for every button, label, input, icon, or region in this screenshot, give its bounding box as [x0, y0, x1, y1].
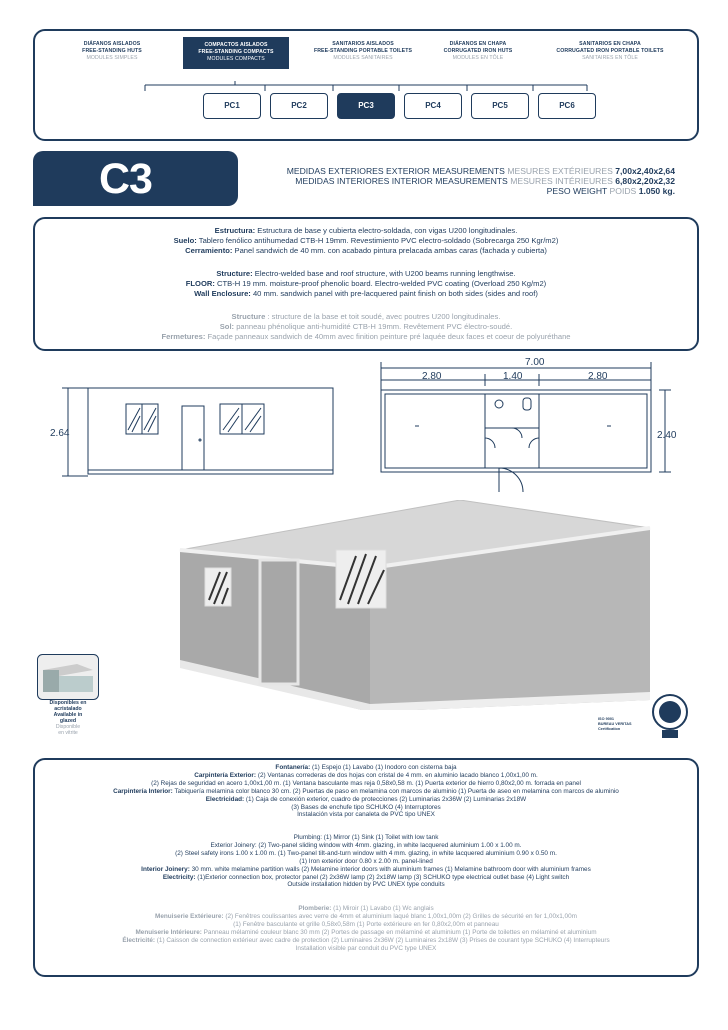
- tab-pc3[interactable]: PC3: [337, 93, 395, 119]
- spec-es-1: Estructura: Estructura de base y cubierta electro-soldada, con vigas U200 longitudinales.: [214, 226, 518, 235]
- spec-es-2: Suelo: Tablero fenólico antihumedad CTB-H 19mm. Revestimiento PVC electro-soldado (Sobrecarga 250 Kgr/m2): [173, 236, 559, 245]
- photo-window-left: [205, 568, 231, 606]
- equipment-line-value: (1) Caisson de connection extérieur avec cadre de protection (2) Luminaires 2x36W (2) Luminaires 2x18W (3) Prises de courant type SCHUKO (4) Interrupteurs: [155, 936, 610, 944]
- iso-certification: ISO 9001 BUREAU VERITAS Certification: [598, 717, 632, 731]
- spec-fr-1: Structure : structure de la base et toit soudé, avec poutres U200 longitudinales.: [231, 312, 501, 321]
- equipment-line-value: (1) Fenêtre basculante et grille 0,58x0,58m (1) Porte extérieure en fer 0,80x2,00m et panneau: [233, 920, 499, 928]
- tab-pc5[interactable]: PC5: [471, 93, 529, 119]
- equipment-line: [35, 788, 697, 796]
- equipment-line-value: Plumbing: (1) Mirror (1) Sink (1) Toilet with low tank: [293, 834, 439, 841]
- spec-en-3: Wall Enclosure: 40 mm. sandwich panel with pre-lacquered paint finish on both sides (sides and roof): [194, 289, 538, 298]
- equipment-line-value: (2) Fenêtres coulissantes avec verre de 4mm et aluminium laqué blanc 1,00x1,00m (2) Grilles de sécurité en fer 1,00x1,00m: [223, 912, 577, 920]
- spec-en-1: Structure: Electro-welded base and roof structure, with U200 beams running lengthwise.: [216, 269, 516, 278]
- equipment-line: [35, 764, 697, 772]
- equipment-line-value: Tabiquería melamina color blanco 30 cm. (2) Puertas de paso en melamina con marcos de aluminio (1) Puerta de aseo en melamina con marcos de aluminio: [172, 787, 619, 795]
- equipment-line-value: (2) Ventanas correderas de dos hojas con cristal de 4 mm. en aluminio lacado blanco 1,00x1,00 m.: [256, 771, 538, 779]
- photo-window-right: [336, 550, 386, 608]
- equipment-line-value: Installation visible par conduit du PVC type UNEX: [295, 944, 437, 952]
- equipment-line-key: Interior Joinery:: [141, 865, 190, 873]
- segment-3-label: 2.80: [588, 371, 608, 382]
- segment-2-label: 1.40: [503, 371, 523, 382]
- segment-1-label: 2.80: [422, 371, 442, 382]
- equipment-line-key: Menuiserie Extérieure:: [155, 912, 224, 920]
- equipment-line-value: 30 mm. white melamine partition walls (2) Melamine interior doors with aluminium frames (1) Melamine bathroom door with aluminium frames: [189, 865, 591, 873]
- equipment-line: [35, 866, 697, 874]
- equipment-line-key: Menuiserie Intérieure:: [135, 928, 202, 936]
- height-label-right: 2.40: [657, 430, 677, 441]
- equipment-line: [35, 929, 697, 937]
- equipment-line-key: Electricity:: [162, 873, 196, 881]
- equipment-line-key: Carpintería Interior:: [113, 787, 173, 795]
- spec-fr-3: Fermetures: Façade panneaux sandwich de 40mm avec finition peinture pré laquée deux faces et coeur de polyuréthane: [161, 332, 571, 341]
- bureau-veritas-seal-icon: [652, 692, 688, 742]
- equipment-line-value: Instalación vista por canaleta de PVC tipo UNEX: [297, 811, 435, 819]
- tab-pc4[interactable]: PC4: [404, 93, 462, 119]
- tab-pc2[interactable]: PC2: [270, 93, 328, 119]
- equipment-line-value: (1)Exterior connection box, protector panel (2) 2x36W lamp (2) 2x18W lamp (3) SCHUKO type electrical outlet base (4) Light switch: [195, 873, 570, 881]
- equipment-line-value: (1) Espejo (1) Lavabo (1) Inodoro con cisterna baja: [310, 764, 457, 771]
- equipment-line: [35, 850, 697, 858]
- equipment-line-value: (2) Rejas de seguridad en acero 1,00x1,00 m. (1) Ventana basculante mas reja 0,58x0,58 m. (1) Puerta exterior de hierro 0,80x2,00 m. forrada en panel: [151, 779, 581, 787]
- equipment-line: [35, 804, 697, 812]
- category-nav: [33, 29, 699, 141]
- equipment-line: [35, 842, 697, 850]
- equipment-line: [35, 858, 697, 866]
- spec-fr-2: Sol: panneau phénolique anti-humidité CTB-H 19mm. Revêtement PVC électro-soudé.: [219, 322, 513, 331]
- equipment-line: [35, 913, 697, 921]
- photo-door: [260, 560, 298, 684]
- equipment-line-value: (3) Bases de enchufe tipo SCHUKO (4) Interruptores: [291, 803, 441, 811]
- equipment-line-value: Outside installation hidden by PVC UNEX type conduits: [287, 881, 445, 889]
- equipment-line-key: Électricité:: [122, 936, 156, 944]
- category-corrugated-huts[interactable]: DIÁFANOS EN CHAPA CORRUGATED IRON HUTS MODULES EN TÔLE: [443, 41, 513, 61]
- equipment-line: [35, 834, 697, 842]
- measurements: MEDIDAS EXTERIORES EXTERIOR MEASUREMENTS MESURES EXTÉRIEURES 7,00x2,40x2,64 MEDIDAS INTERIORES INTERIOR MEASUREMENTS MESURES INTÉRIEURES 6,80x2,20x2,32 PESO WEIGHT POIDS 1.050 kg.: [286, 166, 675, 196]
- elevation-door-frame: [48, 382, 348, 482]
- equipment-line: [35, 811, 697, 819]
- glazed-availability-note: Disponibles en acristalado Available in glazed Disponible en vitrite: [49, 700, 87, 736]
- category-freestanding-compacts[interactable]: COMPACTOS AISLADOS FREE-STANDING COMPACTS MODULES COMPACTS: [183, 37, 289, 69]
- model-title: C3: [99, 155, 152, 203]
- equipment-line: [35, 780, 697, 788]
- tab-pc6[interactable]: PC6: [538, 93, 596, 119]
- category-freestanding-huts[interactable]: DIÁFANOS AISLADOS FREE-STANDING HUTS MODULES SIMPLES: [82, 41, 142, 61]
- equipment-line-key: Fontanería:: [275, 764, 311, 771]
- tab-pc1[interactable]: PC1: [203, 93, 261, 119]
- equipment-line: [35, 945, 697, 953]
- equipment-line-value: Exterior Joinery: (2) Two-panel sliding window with 4mm. glazing, in white lacquered aluminium 1.00 x 1.00 m.: [210, 841, 522, 849]
- equipment-line: [35, 905, 697, 913]
- specification-box: [33, 217, 699, 351]
- equipment-line: [35, 881, 697, 889]
- height-label-left: 2.64: [50, 428, 70, 439]
- equipment-line-key: Carpintería Exterior:: [194, 771, 257, 779]
- equipment-line-key: Electricidad:: [205, 795, 245, 803]
- module-photo: [160, 500, 680, 710]
- nav-connectors: [35, 31, 697, 139]
- category-portable-toilets[interactable]: SANITARIOS AISLADOS FREE-STANDING PORTABLE TOILETS MODULES SANITAIRES: [313, 41, 413, 61]
- equipment-line: [35, 874, 697, 882]
- equipment-line: [35, 796, 697, 804]
- equipment-line-value: Panneau mélaminé couleur blanc 30 mm (2) Portes de passage en mélaminé et aluminium (1) Porte de toilettes en mélaminé et aluminium: [201, 928, 597, 936]
- glazed-thumbnail: [37, 654, 99, 700]
- equipment-line-value: (2) Steel safety irons 1.00 x 1.00 m. (1) Two-panel tilt-and-turn window with 4 mm. glazing, in white lacquered aluminium 0.90 x 0.50 m.: [175, 849, 557, 857]
- equipment-line: [35, 937, 697, 945]
- width-total-label: 7.00: [525, 357, 545, 368]
- spec-en-2: FLOOR: CTB-H 19 mm. moisture-proof phenolic board. Electro-welded PVC coating (Overload 250 Kg/m2): [185, 279, 547, 288]
- spec-es-3: Cerramiento: Panel sandwich de 40 mm. con acabado pintura prelacada ambas caras (fachada y cubierta): [185, 246, 547, 255]
- equipment-line-value: (1) Caja de conexión exterior, cuadro de protecciones (2) Luminarias 2x36W (2) Luminarias 2x18W: [244, 795, 527, 803]
- equipment-line: [35, 772, 697, 780]
- category-corrugated-toilets[interactable]: SANITARIOS EN CHAPA CORRUGATED IRON PORTABLE TOILETS SANITAIRES EN TÔLE: [556, 41, 664, 61]
- equipment-line-value: (1) Iron exterior door 0.80 x 2.00 m. panel-lined: [299, 857, 433, 865]
- equipment-box: [33, 758, 699, 977]
- equipment-line: [35, 921, 697, 929]
- equipment-line-value: (1) Miroir (1) Lavabo (1) Wc anglais: [331, 905, 434, 912]
- equipment-line-key: Plomberie:: [298, 905, 332, 912]
